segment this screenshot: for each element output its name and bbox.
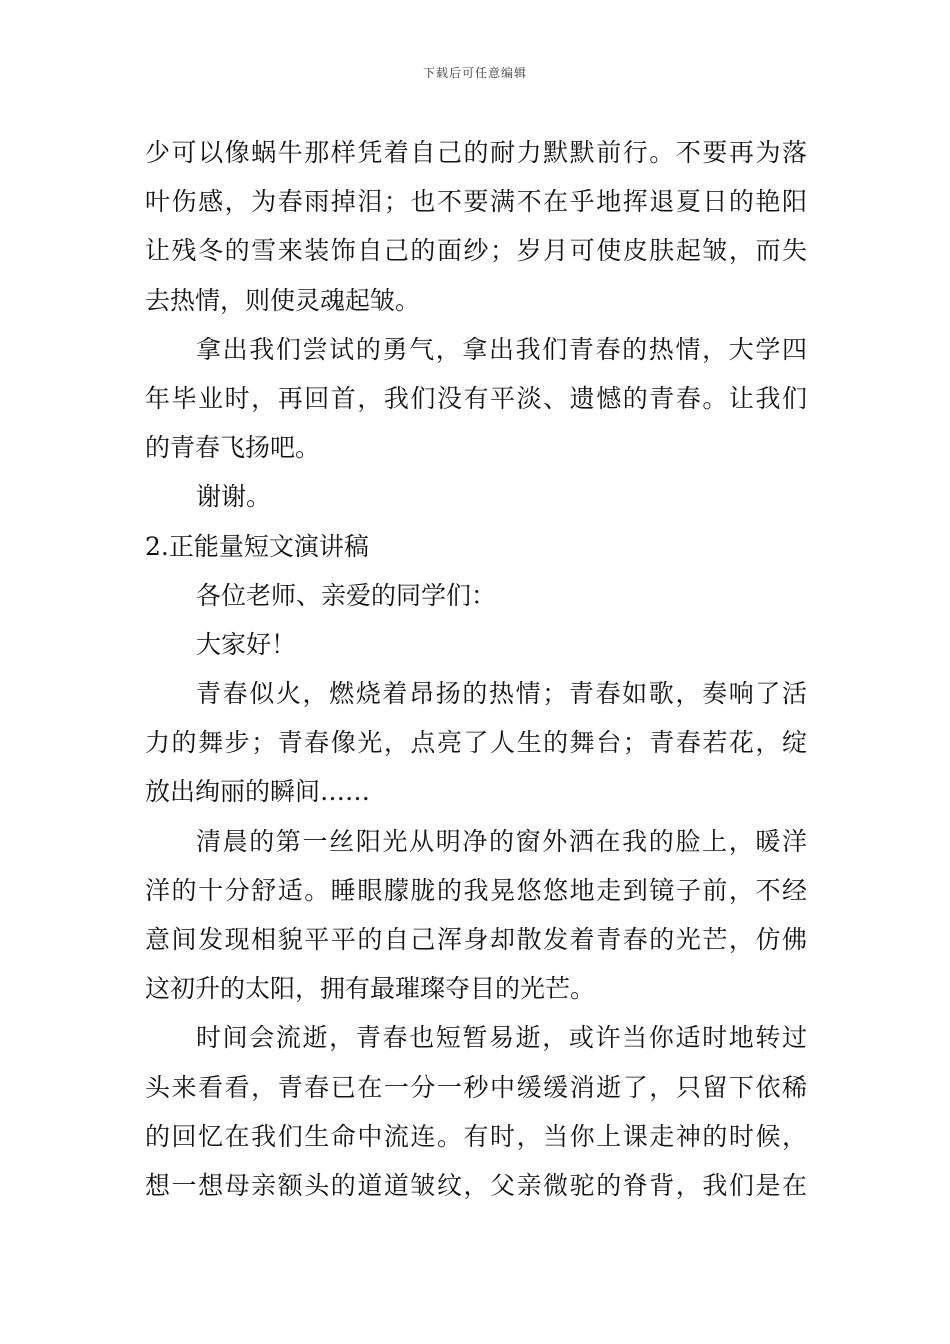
document-body [145,128,807,1210]
page-header: 下载后可任意编辑 [422,66,527,80]
text-line: 放出绚丽的瞬间…… [145,777,371,807]
text-line: 少可以像蜗牛那样凭着自己的耐力默默前行。不要再为落 [145,138,807,167]
text-line: 意间发现相貌平平的自己浑身却散发着青春的光芒，仿佛 [145,925,807,954]
text-line: 时间会流逝，青春也短暂易逝，或许当你适时地转过 [196,1023,807,1053]
text-line: 各位老师、亲爱的同学们： [196,580,497,610]
text-line: 叶伤感，为春雨掉泪；也不要满不在乎地挥退夏日的艳阳 [145,187,807,217]
text-line: 让残冬的雪来装饰自己的面纱；岁月可使皮肤起皱，而失 [145,236,807,266]
text-line: 力的舞步；青春像光，点亮了人生的舞台；青春若花，绽 [145,728,807,758]
text-line: 拿出我们尝试的勇气，拿出我们青春的热情，大学四 [196,334,807,364]
text-line: 的青春飞扬吧。 [145,433,321,463]
text-line: 去热情，则使灵魂起皱。 [145,285,421,315]
text-line: 2.正能量短文演讲稿 [145,531,369,561]
text-line: 头来看看，青春已在一分一秒中缓缓消逝了，只留下依稀 [145,1072,807,1102]
text-line: 这初升的太阳，拥有最璀璨夺目的光芒。 [145,974,596,1004]
text-line: 清晨的第一丝阳光从明净的窗外洒在我的脸上，暖洋 [196,826,807,856]
text-line: 青春似火，燃烧着昂扬的热情；青春如歌，奏响了活 [196,679,807,709]
text-line: 的回忆在我们生命中流连。有时，当你上课走神的时候， [145,1121,807,1151]
text-line: 谢谢。 [196,482,272,512]
text-line: 大家好！ [196,629,297,659]
text-line: 洋的十分舒适。睡眼朦胧的我晃悠悠地走到镜子前，不经 [145,875,807,905]
text-line: 年毕业时，再回首，我们没有平淡、遗憾的青春。让我们 [145,383,807,413]
text-line: 想一想母亲额头的道道皱纹，父亲微驼的脊背，我们是在 [145,1170,807,1200]
